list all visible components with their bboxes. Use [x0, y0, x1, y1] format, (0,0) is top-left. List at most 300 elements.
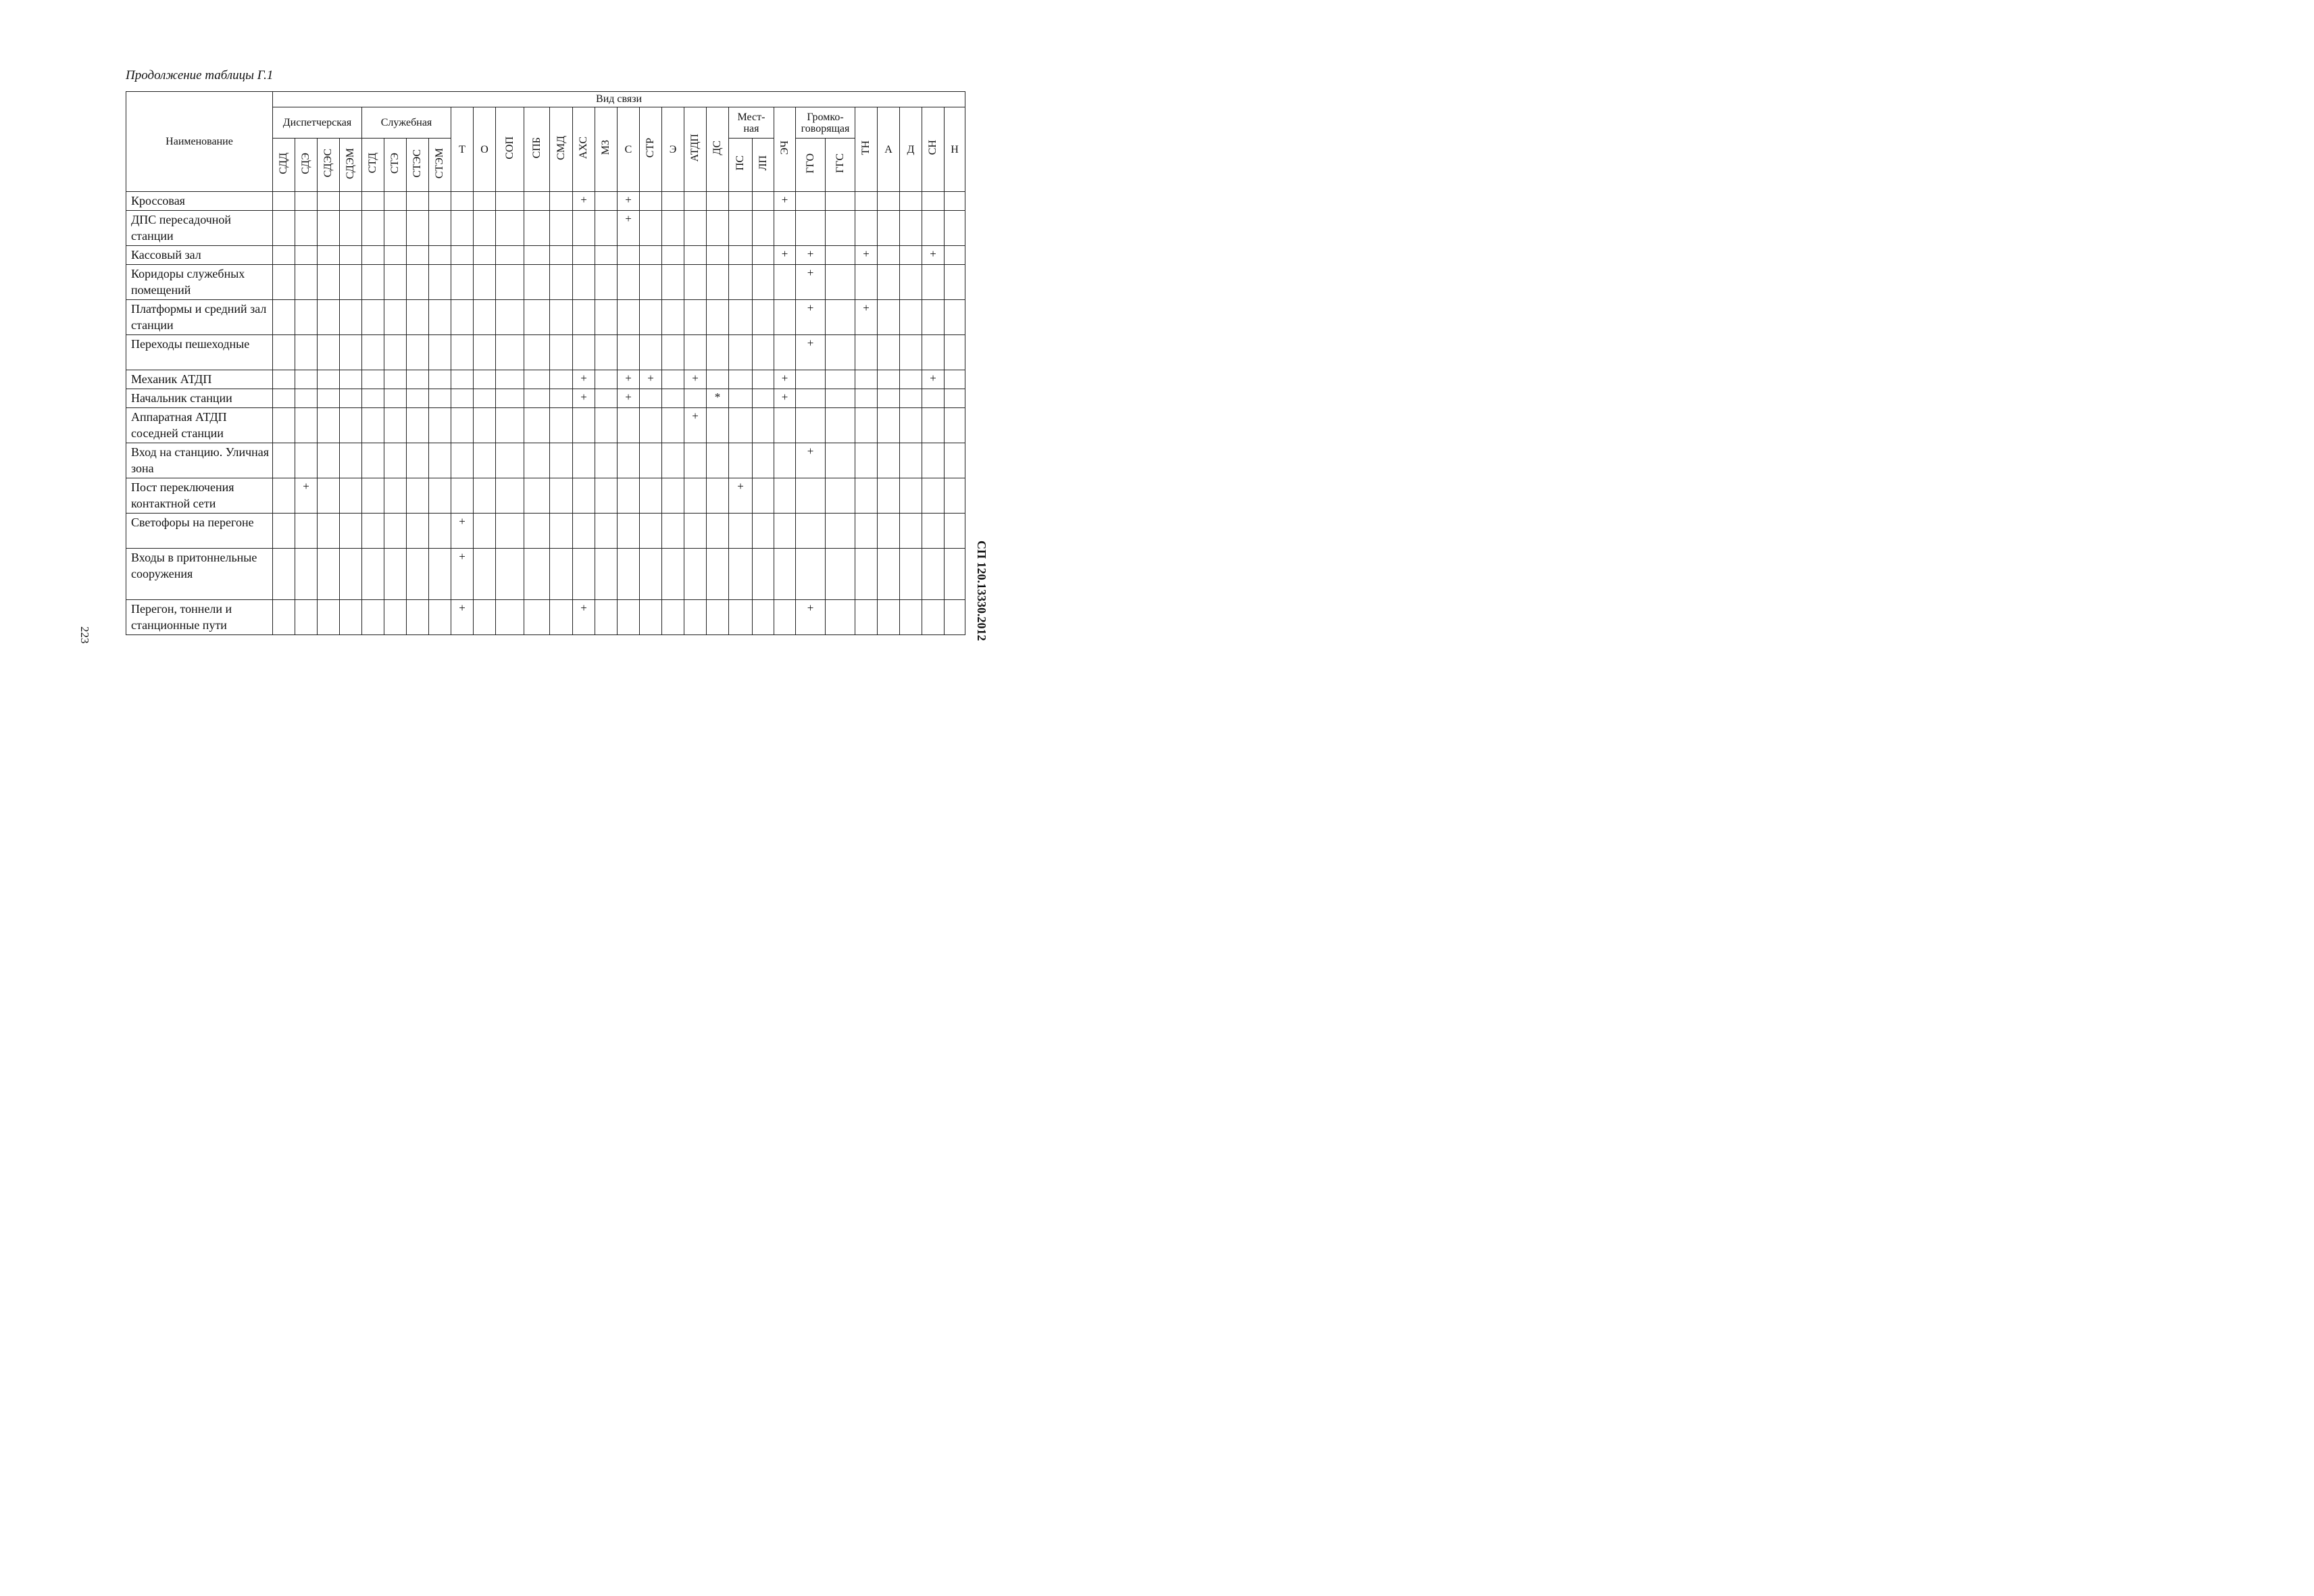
- table-cell: [318, 549, 340, 600]
- table-cell: [295, 300, 318, 335]
- group-dispatcher: Диспетчерская: [273, 107, 362, 139]
- row-name: Аппаратная АТДП соседней станции: [126, 408, 273, 443]
- table-cell: [796, 478, 826, 514]
- table-cell: [384, 443, 407, 478]
- table-cell: [429, 300, 451, 335]
- table-cell: [451, 265, 474, 300]
- table-cell: [753, 514, 774, 549]
- table-cell: [407, 211, 429, 246]
- table-cell: +: [796, 265, 826, 300]
- table-cell: [318, 389, 340, 408]
- table-cell: [524, 211, 550, 246]
- table-cell: [774, 443, 796, 478]
- table-cell: [496, 370, 524, 389]
- table-cell: [922, 211, 945, 246]
- group-local: Мест- ная: [729, 107, 774, 139]
- table-cell: [640, 211, 662, 246]
- table-cell: [855, 443, 878, 478]
- col-header: А: [878, 107, 900, 192]
- table-cell: [774, 335, 796, 370]
- col-header: СОП: [503, 136, 515, 159]
- table-cell: [407, 549, 429, 600]
- table-row: [126, 549, 965, 600]
- table-cell: [878, 443, 900, 478]
- table-cell: [407, 389, 429, 408]
- table-cell: [451, 408, 474, 443]
- table-cell: +: [573, 389, 595, 408]
- table-cell: [774, 600, 796, 635]
- table-cell: [496, 265, 524, 300]
- table-cell: [524, 408, 550, 443]
- table-cell: [922, 600, 945, 635]
- col-header: МЗ: [600, 140, 611, 155]
- table-cell: [318, 408, 340, 443]
- table-cell: [340, 408, 362, 443]
- table-cell: [429, 600, 451, 635]
- table-cell: [318, 443, 340, 478]
- table-cell: +: [573, 600, 595, 635]
- table-cell: [273, 192, 295, 211]
- table-cell: [429, 265, 451, 300]
- table-cell: [407, 408, 429, 443]
- table-cell: +: [573, 370, 595, 389]
- table-cell: [595, 478, 618, 514]
- table-cell: +: [729, 478, 753, 514]
- table-cell: [318, 335, 340, 370]
- table-cell: [474, 600, 496, 635]
- row-name: Коридоры служебных помещений: [126, 265, 273, 300]
- col-header: СТР: [645, 137, 656, 158]
- table-cell: [384, 478, 407, 514]
- table-cell: [474, 211, 496, 246]
- table-cell: [945, 443, 965, 478]
- table-cell: [451, 192, 474, 211]
- table-cell: [900, 192, 922, 211]
- table-cell: +: [618, 370, 640, 389]
- row-name: Начальник станции: [126, 389, 273, 408]
- table-cell: [273, 246, 295, 265]
- table-cell: [273, 443, 295, 478]
- table-cell: [407, 370, 429, 389]
- table-cell: [362, 265, 384, 300]
- table-cell: [707, 408, 729, 443]
- table-cell: [429, 370, 451, 389]
- table-cell: [550, 335, 573, 370]
- table-cell: [340, 246, 362, 265]
- table-cell: +: [451, 514, 474, 549]
- table-cell: [384, 211, 407, 246]
- col-header: Д: [900, 107, 922, 192]
- table-cell: [595, 389, 618, 408]
- table-cell: [618, 478, 640, 514]
- table-cell: +: [618, 389, 640, 408]
- table-cell: [362, 246, 384, 265]
- table-cell: [855, 370, 878, 389]
- table-cell: [318, 600, 340, 635]
- table-cell: [774, 549, 796, 600]
- table-cell: [550, 211, 573, 246]
- table-cell: [878, 549, 900, 600]
- table-cell: +: [774, 389, 796, 408]
- table-cell: [573, 300, 595, 335]
- table-cell: [384, 600, 407, 635]
- table-cell: [318, 370, 340, 389]
- table-cell: [496, 600, 524, 635]
- table-cell: [429, 192, 451, 211]
- table-cell: [922, 335, 945, 370]
- table-cell: [524, 478, 550, 514]
- table-cell: [945, 478, 965, 514]
- table-cell: +: [855, 300, 878, 335]
- table-cell: [474, 192, 496, 211]
- table-cell: [753, 408, 774, 443]
- table-cell: [384, 389, 407, 408]
- table-cell: [318, 300, 340, 335]
- table-cell: [618, 265, 640, 300]
- table-cell: [753, 443, 774, 478]
- table-cell: [573, 478, 595, 514]
- table-cell: +: [451, 600, 474, 635]
- table-cell: [318, 192, 340, 211]
- table-cell: [945, 246, 965, 265]
- table-cell: [295, 211, 318, 246]
- table-cell: [753, 300, 774, 335]
- table-cell: [945, 549, 965, 600]
- table-cell: [922, 192, 945, 211]
- table-cell: [362, 300, 384, 335]
- table-cell: [640, 265, 662, 300]
- table-cell: [573, 408, 595, 443]
- table-row: [126, 246, 965, 265]
- table-cell: [273, 300, 295, 335]
- table-cell: [273, 600, 295, 635]
- table-cell: [451, 443, 474, 478]
- table-row: [126, 443, 965, 478]
- table-cell: [407, 443, 429, 478]
- col-header: ТН: [860, 140, 872, 155]
- table-cell: [878, 408, 900, 443]
- table-cell: [753, 265, 774, 300]
- table-cell: [550, 443, 573, 478]
- row-name: Светофоры на перегоне: [126, 514, 273, 549]
- table-cell: [496, 443, 524, 478]
- table-cell: [550, 370, 573, 389]
- table-cell: [384, 370, 407, 389]
- table-cell: [474, 514, 496, 549]
- table-cell: [496, 335, 524, 370]
- table-row: [126, 265, 965, 300]
- row-name: Кассовый зал: [126, 246, 273, 265]
- table-cell: [573, 514, 595, 549]
- table-cell: +: [774, 246, 796, 265]
- table-cell: [550, 192, 573, 211]
- table-cell: [451, 211, 474, 246]
- table-cell: [618, 408, 640, 443]
- table-cell: [524, 300, 550, 335]
- table-cell: *: [707, 389, 729, 408]
- table-cell: +: [796, 246, 826, 265]
- table-cell: [707, 600, 729, 635]
- table-cell: [273, 370, 295, 389]
- table-cell: [707, 514, 729, 549]
- table-cell: [295, 335, 318, 370]
- table-cell: [900, 478, 922, 514]
- table-cell: [729, 389, 753, 408]
- table-cell: +: [922, 246, 945, 265]
- page-number: 223: [78, 626, 91, 644]
- table-cell: [524, 600, 550, 635]
- table-cell: [878, 265, 900, 300]
- table-cell: [340, 211, 362, 246]
- table-cell: [774, 300, 796, 335]
- table-cell: +: [573, 192, 595, 211]
- table-cell: [640, 246, 662, 265]
- table-cell: [878, 514, 900, 549]
- table-cell: [707, 211, 729, 246]
- table-cell: [550, 408, 573, 443]
- table-cell: [550, 514, 573, 549]
- table-row: [126, 389, 965, 408]
- table-cell: [340, 514, 362, 549]
- table-caption: Продолжение таблицы Г.1: [126, 68, 274, 82]
- table-cell: [945, 335, 965, 370]
- table-cell: [826, 389, 855, 408]
- table-cell: [295, 600, 318, 635]
- table-cell: [753, 389, 774, 408]
- table-cell: [595, 514, 618, 549]
- table-cell: [662, 514, 684, 549]
- table-cell: [550, 389, 573, 408]
- table-cell: [855, 265, 878, 300]
- table-cell: [595, 408, 618, 443]
- table-cell: [295, 265, 318, 300]
- table-cell: [826, 246, 855, 265]
- table-cell: [524, 389, 550, 408]
- table-cell: [295, 370, 318, 389]
- table-cell: [826, 300, 855, 335]
- table-cell: [922, 443, 945, 478]
- table-cell: +: [640, 370, 662, 389]
- table-cell: [662, 478, 684, 514]
- table-cell: [496, 408, 524, 443]
- table-row: [126, 192, 965, 211]
- table-cell: +: [684, 370, 707, 389]
- table-row: [126, 370, 965, 389]
- table-cell: [662, 443, 684, 478]
- table-cell: [662, 265, 684, 300]
- table-cell: [384, 549, 407, 600]
- table-cell: [826, 600, 855, 635]
- table-cell: [826, 335, 855, 370]
- table-cell: +: [796, 300, 826, 335]
- table-cell: [474, 300, 496, 335]
- table-cell: [900, 600, 922, 635]
- table-cell: [550, 300, 573, 335]
- table-cell: [524, 370, 550, 389]
- table-cell: [273, 389, 295, 408]
- table-cell: [640, 335, 662, 370]
- table-cell: [878, 600, 900, 635]
- row-name: Вход на станцию. Уличная зона: [126, 443, 273, 478]
- table-cell: [707, 370, 729, 389]
- table-cell: [451, 389, 474, 408]
- table-body: [126, 192, 965, 635]
- table-cell: [407, 192, 429, 211]
- table-cell: [774, 478, 796, 514]
- table-cell: [900, 370, 922, 389]
- table-cell: [796, 514, 826, 549]
- table-cell: [618, 600, 640, 635]
- table-cell: [945, 600, 965, 635]
- table-cell: [573, 246, 595, 265]
- table-cell: [273, 335, 295, 370]
- table-cell: +: [922, 370, 945, 389]
- table-cell: [774, 408, 796, 443]
- table-cell: [826, 443, 855, 478]
- col-header: ГГО: [804, 153, 816, 174]
- table-cell: [855, 408, 878, 443]
- table-cell: [945, 192, 965, 211]
- col-header: Э: [662, 107, 684, 192]
- table-cell: [595, 370, 618, 389]
- table-cell: [729, 265, 753, 300]
- table-row: [126, 514, 965, 549]
- table-cell: [900, 335, 922, 370]
- table-cell: [900, 549, 922, 600]
- table-cell: [573, 549, 595, 600]
- col-header: СТЭМ: [434, 147, 445, 179]
- table-cell: [384, 300, 407, 335]
- table-cell: [429, 246, 451, 265]
- table-cell: [318, 478, 340, 514]
- table-cell: [318, 211, 340, 246]
- table-cell: [826, 211, 855, 246]
- table-cell: [362, 478, 384, 514]
- table-cell: [662, 211, 684, 246]
- table-cell: [595, 300, 618, 335]
- table-cell: [362, 389, 384, 408]
- col-header: СТЭС: [411, 149, 423, 178]
- table-cell: +: [451, 549, 474, 600]
- table-cell: [684, 514, 707, 549]
- table-cell: [384, 265, 407, 300]
- table-cell: [796, 370, 826, 389]
- col-header: СМД: [555, 135, 567, 160]
- table-cell: [474, 335, 496, 370]
- table-cell: [640, 549, 662, 600]
- table-cell: [662, 389, 684, 408]
- table-cell: [550, 549, 573, 600]
- table-row: [126, 600, 965, 635]
- table-cell: [550, 246, 573, 265]
- table-cell: [340, 370, 362, 389]
- table-row: [126, 408, 965, 443]
- table-cell: [684, 192, 707, 211]
- table-cell: [496, 192, 524, 211]
- table-cell: [407, 335, 429, 370]
- table-cell: [684, 335, 707, 370]
- table-cell: [684, 478, 707, 514]
- table-cell: [295, 443, 318, 478]
- table-cell: [707, 549, 729, 600]
- table-cell: [922, 549, 945, 600]
- table-cell: [618, 246, 640, 265]
- table-cell: [662, 370, 684, 389]
- table-cell: [774, 514, 796, 549]
- table-cell: [595, 265, 618, 300]
- table-cell: [729, 514, 753, 549]
- table-cell: [496, 211, 524, 246]
- table-cell: [922, 514, 945, 549]
- table-cell: [524, 514, 550, 549]
- table-cell: +: [618, 192, 640, 211]
- table-cell: [826, 192, 855, 211]
- table-cell: [573, 265, 595, 300]
- table-cell: [900, 514, 922, 549]
- table-cell: [922, 408, 945, 443]
- col-header: ГГС: [834, 153, 846, 173]
- table-cell: [640, 408, 662, 443]
- table-cell: [474, 549, 496, 600]
- table-cell: [729, 300, 753, 335]
- table-cell: [573, 443, 595, 478]
- table-cell: [273, 211, 295, 246]
- table-cell: [640, 192, 662, 211]
- table-cell: [753, 600, 774, 635]
- table-cell: [796, 408, 826, 443]
- col-header: ДС: [711, 140, 723, 155]
- table-cell: [451, 246, 474, 265]
- table-cell: [618, 514, 640, 549]
- col-header: Н: [945, 107, 965, 192]
- table-cell: [707, 335, 729, 370]
- table-cell: [295, 408, 318, 443]
- table-cell: [524, 335, 550, 370]
- table-cell: [855, 600, 878, 635]
- table-row: [126, 211, 965, 246]
- table-cell: [707, 478, 729, 514]
- table-cell: [496, 246, 524, 265]
- table-cell: [429, 549, 451, 600]
- table-cell: [318, 246, 340, 265]
- table-cell: [707, 443, 729, 478]
- table-cell: [362, 335, 384, 370]
- table-cell: [729, 211, 753, 246]
- table-cell: +: [774, 192, 796, 211]
- table-cell: [729, 408, 753, 443]
- table-cell: [407, 600, 429, 635]
- table-cell: [474, 478, 496, 514]
- table-cell: [855, 211, 878, 246]
- table-cell: [362, 600, 384, 635]
- table-cell: [729, 192, 753, 211]
- table-cell: [900, 246, 922, 265]
- table-cell: [618, 443, 640, 478]
- table-cell: [340, 600, 362, 635]
- table-cell: [573, 335, 595, 370]
- table-cell: [826, 478, 855, 514]
- table-cell: [753, 192, 774, 211]
- table-cell: [878, 300, 900, 335]
- table-cell: [340, 192, 362, 211]
- table-cell: [362, 408, 384, 443]
- table-cell: [618, 300, 640, 335]
- table-cell: [524, 265, 550, 300]
- table-cell: [451, 370, 474, 389]
- row-name: Перегон, тоннели и станционные пути: [126, 600, 273, 635]
- table-cell: [474, 246, 496, 265]
- table-cell: +: [796, 600, 826, 635]
